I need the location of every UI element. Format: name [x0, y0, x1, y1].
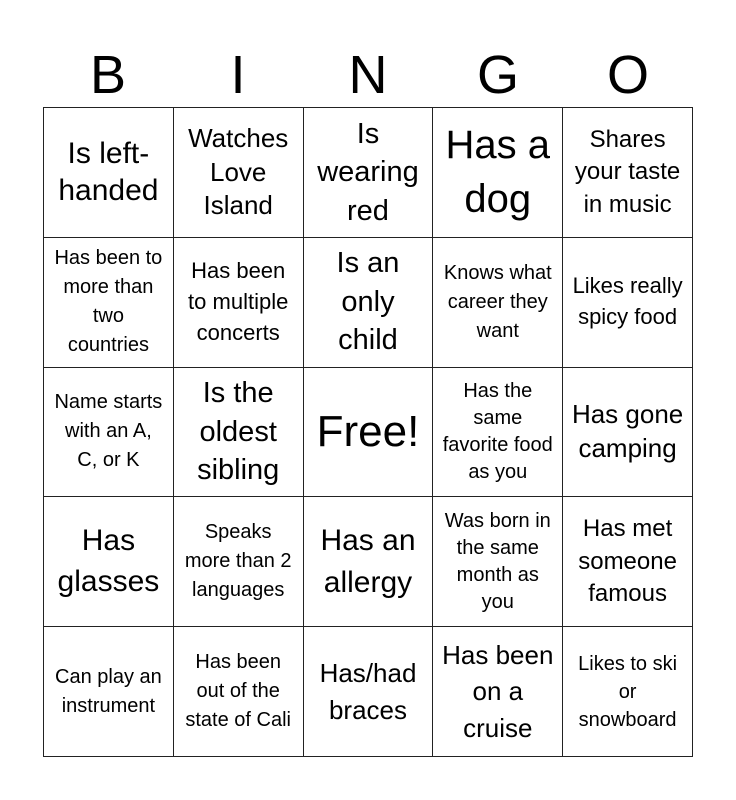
bingo-cell-text: Was born in the same month as you	[444, 509, 551, 613]
header-letter-o: O	[606, 45, 649, 105]
bingo-cell[interactable]	[44, 238, 174, 368]
header-letter-i: I	[230, 45, 246, 105]
bingo-cell-text: Has been to more than two countries	[54, 247, 163, 357]
bingo-cell-text: Has glasses	[57, 524, 160, 598]
bingo-cell[interactable]	[433, 497, 563, 627]
bingo-cell-text: Has an allergy	[320, 523, 416, 599]
bingo-cell-text: Is wearing red	[317, 117, 419, 227]
bingo-cell[interactable]	[174, 368, 304, 498]
bingo-cell-text: Watches Love Island	[188, 122, 289, 221]
bingo-cell-text: Has gone camping	[571, 399, 684, 463]
bingo-cell[interactable]	[433, 627, 563, 757]
bingo-cell[interactable]	[44, 627, 174, 757]
header-letter-n: N	[348, 45, 388, 105]
bingo-cell-text: Knows what career they want	[443, 261, 552, 342]
bingo-cell[interactable]	[563, 238, 693, 368]
bingo-cell-text: Has the same favorite food as you	[442, 379, 553, 483]
bingo-cell[interactable]	[304, 108, 434, 238]
bingo-cell-text: Has been to multiple concerts	[188, 258, 289, 345]
bingo-cell[interactable]	[44, 368, 174, 498]
bingo-cell[interactable]	[563, 108, 693, 238]
bingo-cell-text: Is left-handed	[58, 136, 159, 208]
bingo-cell[interactable]	[304, 497, 434, 627]
header-letter-g: G	[476, 45, 519, 105]
bingo-cell-text: Has been on a cruise	[442, 640, 554, 743]
bingo-cell-text: Likes to ski or snowboard	[578, 652, 678, 731]
bingo-cell[interactable]	[44, 108, 174, 238]
bingo-cell-text: Speaks more than 2 languages	[184, 521, 292, 602]
bingo-cell[interactable]	[304, 627, 434, 757]
bingo-cell[interactable]	[433, 238, 563, 368]
bingo-cell-text: Shares your taste in music	[574, 125, 681, 218]
bingo-cell[interactable]	[174, 497, 304, 627]
bingo-cell[interactable]	[174, 627, 304, 757]
free-space-label: Free!	[316, 406, 420, 456]
bingo-cell-text: Has been out of the state of Cali	[185, 651, 291, 732]
bingo-cell[interactable]	[174, 108, 304, 238]
bingo-cell-text: Has/had braces	[319, 658, 417, 725]
bingo-cell-text: Is the oldest sibling	[197, 377, 280, 487]
bingo-cell-text: Likes really spicy food	[572, 273, 683, 330]
bingo-cell-text: Name starts with an A, C, or K	[54, 391, 163, 472]
bingo-cell-text: Has met someone famous	[578, 515, 677, 607]
bingo-board	[43, 107, 693, 757]
bingo-cell[interactable]	[563, 627, 693, 757]
bingo-cell-text: Is an only child	[336, 247, 400, 357]
bingo-cell-text: Has a dog	[445, 123, 551, 222]
bingo-cell[interactable]	[433, 368, 563, 498]
bingo-cell[interactable]	[174, 238, 304, 368]
bingo-cell[interactable]	[304, 238, 434, 368]
header-letter-b: B	[89, 45, 127, 105]
bingo-cell[interactable]	[44, 497, 174, 627]
bingo-cell[interactable]	[563, 497, 693, 627]
bingo-cell-text: Can play an instrument	[55, 665, 162, 717]
bingo-header	[43, 44, 693, 106]
bingo-cell[interactable]	[433, 108, 563, 238]
free-space[interactable]	[304, 368, 434, 498]
bingo-cell[interactable]	[563, 368, 693, 498]
